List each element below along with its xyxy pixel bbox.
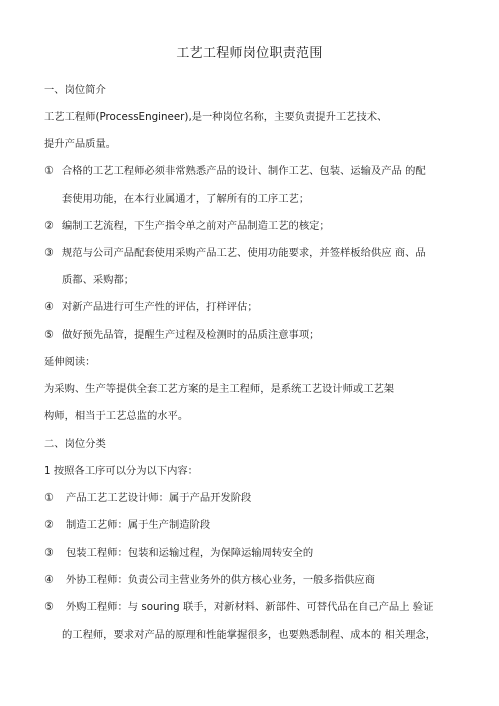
duty-item-text: 合格的工艺工程师必须非常熟悉产品的设计、制作工艺、包装、运输及产品 的配	[62, 165, 426, 177]
extended-reading-label: 延伸阅读：	[44, 356, 96, 368]
duty-marker: ③	[44, 246, 54, 259]
category-marker: ⑤	[44, 600, 54, 613]
duty-item-text: 对新产品进行可生产性的评估，打样评估；	[62, 301, 258, 313]
document-title: 工艺工程师岗位职责范围	[176, 46, 323, 61]
category-marker: ①	[44, 491, 54, 504]
duty-marker: ①	[44, 164, 54, 177]
category-item-text: 制造工艺师：属于生产制造阶段	[66, 519, 211, 531]
intro-line-2: 提升产品质量。	[44, 138, 117, 150]
duty-marker: ④	[44, 300, 54, 313]
duty-item-text-cont: 质都、采购都；	[62, 274, 135, 286]
duty-item-text: 做好预先品管，提醒生产过程及检测时的品质注意事项；	[62, 329, 320, 341]
category-item-text-cont: 的工程师，要求对产品的原理和性能掌握很多，也要熟悉制程、成本的 相关理念，	[62, 629, 436, 641]
category-marker: ②	[44, 518, 54, 531]
duty-item-text-cont: 套使用功能，在本行业属通才，了解所有的工序工艺；	[62, 193, 310, 205]
category-item-text: 外购工程师：与 souring 联手，对新材料、新部件、可替代品在自己产品上 验证	[66, 601, 434, 613]
intro-line-1: 工艺工程师(ProcessEngineer),是一种岗位名称，主要负责提升工艺技术、	[44, 111, 388, 123]
duty-item-text: 规范与公司产品配套使用采购产品工艺、使用功能要求，并签样板给供应 商、品	[62, 247, 426, 259]
classification-intro: 1 按照各工序可以分为以下内容：	[44, 465, 198, 477]
duty-item-text: 编制工艺流程，下生产指令单之前对产品制造工艺的核定；	[62, 220, 330, 232]
section-heading-overview: 一、岗位简介	[44, 84, 106, 96]
duty-marker: ②	[44, 219, 54, 232]
category-item-text: 包装工程师：包装和运输过程，为保障运输周转安全的	[66, 547, 314, 559]
category-item-text: 外协工程师：负责公司主营业务外的供方核心业务，一般多指供应商	[66, 574, 375, 586]
category-marker: ③	[44, 546, 54, 559]
extended-reading-line-1: 为采购、生产等提供全套工艺方案的是主工程师，是系统工艺设计师或工艺架	[44, 383, 395, 395]
duty-marker: ⑤	[44, 328, 54, 341]
category-item-text: 产品工艺工艺设计师：属于产品开发阶段	[66, 492, 252, 504]
category-marker: ④	[44, 573, 54, 586]
section-heading-classification: 二、岗位分类	[44, 438, 106, 450]
extended-reading-line-2: 构师，相当于工艺总监的水平。	[44, 410, 189, 422]
